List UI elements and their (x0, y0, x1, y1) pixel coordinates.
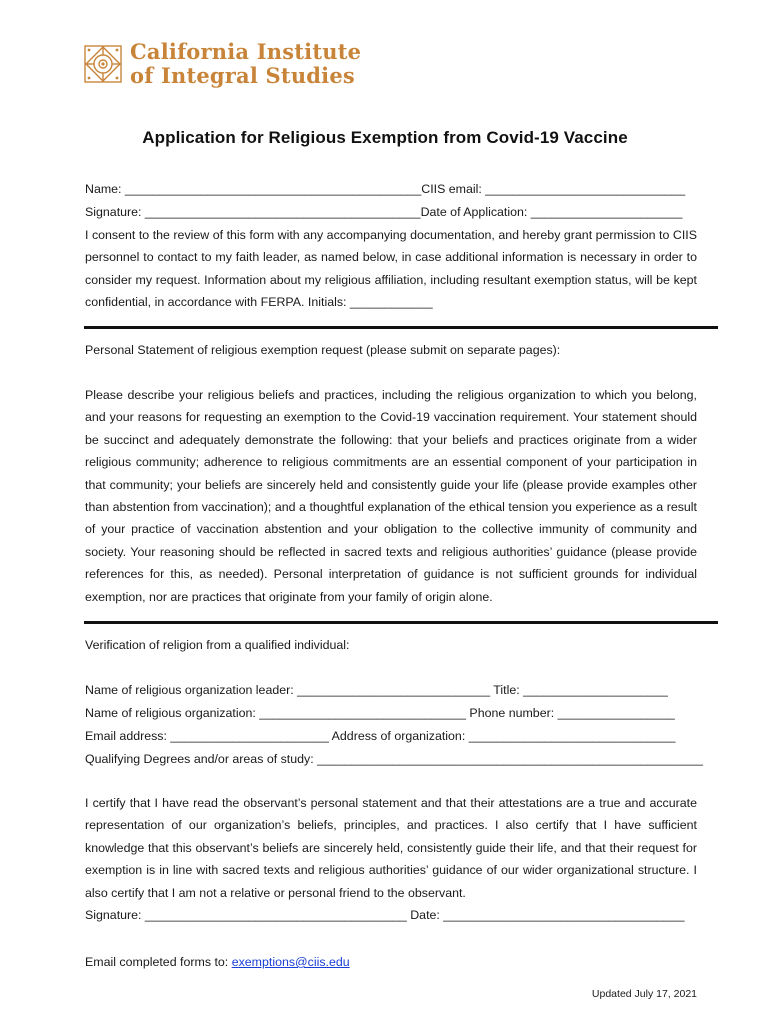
ciis-logo (82, 40, 361, 88)
email-address-line[interactable]: Email address: _______________________ Address of organization: ______________________________ (85, 729, 676, 743)
organization-phone-line[interactable]: Name of religious organization: ______________________________ Phone number: _________________ (85, 706, 675, 720)
exemptions-email-link[interactable]: exemptions@ciis.edu (231, 955, 350, 969)
submit-label: Email completed forms to: (85, 955, 232, 969)
verification-heading: Verification of religion from a qualified individual: (85, 638, 350, 652)
ciis-emblem-icon (82, 43, 124, 85)
statement-instructions: Please describe your religious beliefs and practices, including the religious organization to which you belong, and your reasons for requesting an exemption to the Covid-19 vaccination requirement. Your statement should be succinct and adequately demonstrate the following: that your beliefs and practices originate from a wider religious community; adherence to religious commitments are an essential component of your participation in that community; your beliefs are sincerely held and consistently guide your life (please provide examples other than abstention from vaccination); and a thoughtful explanation of the ethical tension you experience as a result of your practice of vaccination abstention and your obligation to the collective immunity of community and society. Your reasoning should be reflected in sacred texts and religious authorities’ guidance (please provide references for this, as needed). Personal interpretation of guidance is not sufficient grounds for individual exemption, nor are practices that originate from your family of origin alone. (85, 388, 697, 604)
name-email-line[interactable]: Name: ___________________________________________CIIS email: _____________________________ (85, 182, 686, 196)
leader-title-line[interactable]: Name of religious organization leader: ____________________________ Title: _____________________ (85, 683, 668, 697)
institution-name (130, 40, 361, 88)
degrees-line[interactable]: Qualifying Degrees and/or areas of study: ________________________________________________________ (85, 752, 704, 766)
certifier-signature-line[interactable]: Signature: ______________________________________ Date: ___________________________________ (85, 908, 685, 922)
section-divider (84, 621, 718, 624)
form-title: Application for Religious Exemption from Covid-19 Vaccine (142, 128, 628, 147)
certification-paragraph: I certify that I have read the observant’s personal statement and that their attestations are a true and accurate representation of our organization’s beliefs, principles, and practices. I also certify that I have sufficient knowledge that this observant’s beliefs are sincerely held, consistently guide their life, and that their request for exemption is in line with sacred texts and religious authorities’ guidance of our wider organizational structure. I also certify that I am not a relative or personal friend to the observant. (85, 796, 697, 900)
updated-date: Updated July 17, 2021 (591, 988, 697, 1000)
submit-instructions (85, 955, 350, 969)
institution-name-line1: California Institute (130, 39, 362, 64)
section-divider (84, 326, 718, 329)
consent-paragraph: I consent to the review of this form with any accompanying documentation, and hereby grant permission to CIIS personnel to contact to my faith leader, as named below, in case additional information is necessary in order to consider my request. Information about my religious affiliation, including resultant exemption status, will be kept confidential, in accordance with FERPA. Initials: ____________ (85, 228, 697, 310)
statement-heading: Personal Statement of religious exemption request (please submit on separate pages): (85, 343, 561, 357)
institution-name-line2: of Integral Studies (130, 63, 355, 88)
signature-date-line[interactable]: Signature: ________________________________________Date of Application: ______________________ (85, 205, 683, 219)
